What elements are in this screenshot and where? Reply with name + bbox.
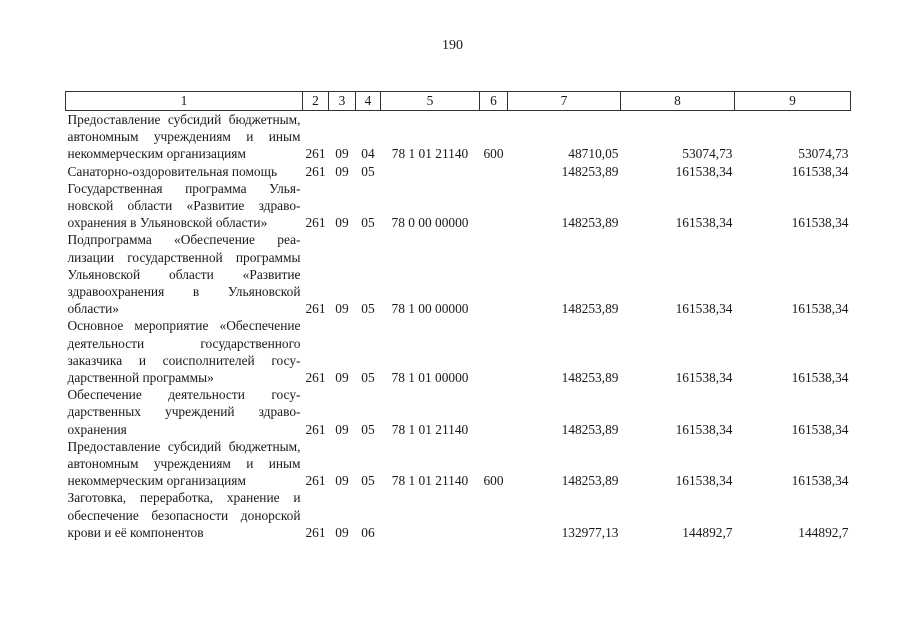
row-amount-9: 161538,34	[791, 473, 849, 489]
header-col-7: 7	[508, 92, 621, 111]
budget-table	[65, 91, 851, 541]
header-col-5: 5	[381, 92, 480, 111]
row-amount-9: 161538,34	[791, 370, 849, 386]
row-amount-9: 161538,34	[791, 163, 849, 179]
header-row	[66, 92, 851, 111]
header-col-8: 8	[621, 92, 735, 111]
table-header	[66, 92, 851, 111]
table-row	[66, 489, 851, 541]
row-subsection: 06	[361, 524, 375, 540]
table-body	[66, 111, 851, 542]
table-row	[66, 180, 851, 232]
row-amount-9: 144892,7	[798, 524, 849, 540]
row-amount-7: 148253,89	[561, 421, 619, 437]
row-target-article: 78 1 01 21140	[391, 146, 469, 162]
row-subsection: 05	[361, 215, 375, 231]
row-section: 09	[335, 370, 349, 386]
table-row	[66, 163, 851, 180]
row-name: Предоставление субсидий бюджетным, автономным учреждениям и иным некоммерческим организациям	[67, 112, 301, 162]
row-amount-9: 161538,34	[791, 421, 849, 437]
row-amount-8: 53074,73	[682, 146, 733, 162]
row-admin-code: 261	[305, 146, 326, 162]
row-admin-code: 261	[305, 473, 326, 489]
row-section: 09	[335, 421, 349, 437]
row-admin-code: 261	[305, 421, 326, 437]
row-expense-type	[480, 386, 508, 438]
row-amount-8: 161538,34	[675, 301, 733, 317]
header-col-3: 3	[329, 92, 356, 111]
row-target-article: 78 0 00 00000	[391, 215, 469, 231]
row-admin-code: 261	[305, 163, 326, 179]
row-name: Подпрограмма «Обеспечение реализации государственной программы Ульяновской области «Развитие здравоохранения в Ульяновской области»	[67, 232, 301, 317]
row-amount-7: 148253,89	[561, 301, 619, 317]
row-name: Государственная программа Ульяновской области «Развитие здравоохранения в Ульяновской области»	[67, 180, 301, 231]
row-amount-8: 161538,34	[675, 473, 733, 489]
row-subsection: 05	[361, 301, 375, 317]
row-amount-8: 161538,34	[675, 421, 733, 437]
row-target-article: 78 1 01 00000	[391, 370, 469, 386]
row-amount-7: 148253,89	[561, 163, 619, 179]
header-col-1: 1	[66, 92, 303, 111]
table-row	[66, 317, 851, 386]
row-name: Предоставление субсидий бюджетным, автономным учреждениям и иным некоммерческим организациям	[67, 438, 301, 489]
row-target-article: 78 1 00 00000	[391, 301, 469, 317]
table-row	[66, 231, 851, 317]
row-target-article: 78 1 01 21140	[391, 421, 469, 437]
row-target-article	[381, 163, 480, 180]
row-expense-type	[480, 163, 508, 180]
row-admin-code: 261	[305, 301, 326, 317]
row-amount-7: 148253,89	[561, 215, 619, 231]
row-expense-type	[480, 489, 508, 541]
row-subsection: 05	[361, 163, 375, 179]
row-amount-8: 161538,34	[675, 370, 733, 386]
row-expense-type	[480, 317, 508, 386]
row-expense-type	[480, 180, 508, 232]
row-target-article	[381, 489, 480, 541]
header-col-4: 4	[356, 92, 381, 111]
row-admin-code: 261	[305, 524, 326, 540]
row-expense-type	[480, 231, 508, 317]
row-amount-7: 48710,05	[568, 146, 619, 162]
row-name: Заготовка, переработка, хранение и обеспечение безопасности донорской крови и её компонентов	[67, 490, 301, 540]
table-row	[66, 111, 851, 163]
row-section: 09	[335, 524, 349, 540]
row-subsection: 05	[361, 421, 375, 437]
row-expense-type: 600	[483, 146, 504, 162]
row-section: 09	[335, 215, 349, 231]
page-number: 190	[442, 38, 463, 53]
row-amount-7: 132977,13	[561, 524, 619, 540]
row-section: 09	[335, 301, 349, 317]
table-row	[66, 386, 851, 438]
row-subsection: 04	[361, 146, 375, 162]
row-target-article: 78 1 01 21140	[391, 473, 469, 489]
row-amount-7: 148253,89	[561, 473, 619, 489]
row-amount-9: 161538,34	[791, 215, 849, 231]
header-col-2: 2	[303, 92, 329, 111]
row-name: Санаторно-оздоровительная помощь	[67, 163, 278, 179]
row-amount-8: 161538,34	[675, 215, 733, 231]
row-expense-type: 600	[483, 473, 504, 489]
row-subsection: 05	[361, 370, 375, 386]
row-section: 09	[335, 163, 349, 179]
row-subsection: 05	[361, 473, 375, 489]
row-name: Обеспечение деятельности государственных учреждений здравоохранения	[67, 387, 301, 437]
row-amount-9: 161538,34	[791, 301, 849, 317]
row-section: 09	[335, 146, 349, 162]
row-amount-7: 148253,89	[561, 370, 619, 386]
row-admin-code: 261	[305, 215, 326, 231]
row-amount-9: 53074,73	[798, 146, 849, 162]
row-name: Основное мероприятие «Обеспечение деятельности государственного заказчика и соисполнителей государственной программы»	[67, 318, 301, 386]
header-col-9: 9	[735, 92, 851, 111]
row-section: 09	[335, 473, 349, 489]
row-amount-8: 161538,34	[675, 163, 733, 179]
row-amount-8: 144892,7	[682, 524, 733, 540]
header-col-6: 6	[480, 92, 508, 111]
row-admin-code: 261	[305, 370, 326, 386]
table-row	[66, 438, 851, 490]
